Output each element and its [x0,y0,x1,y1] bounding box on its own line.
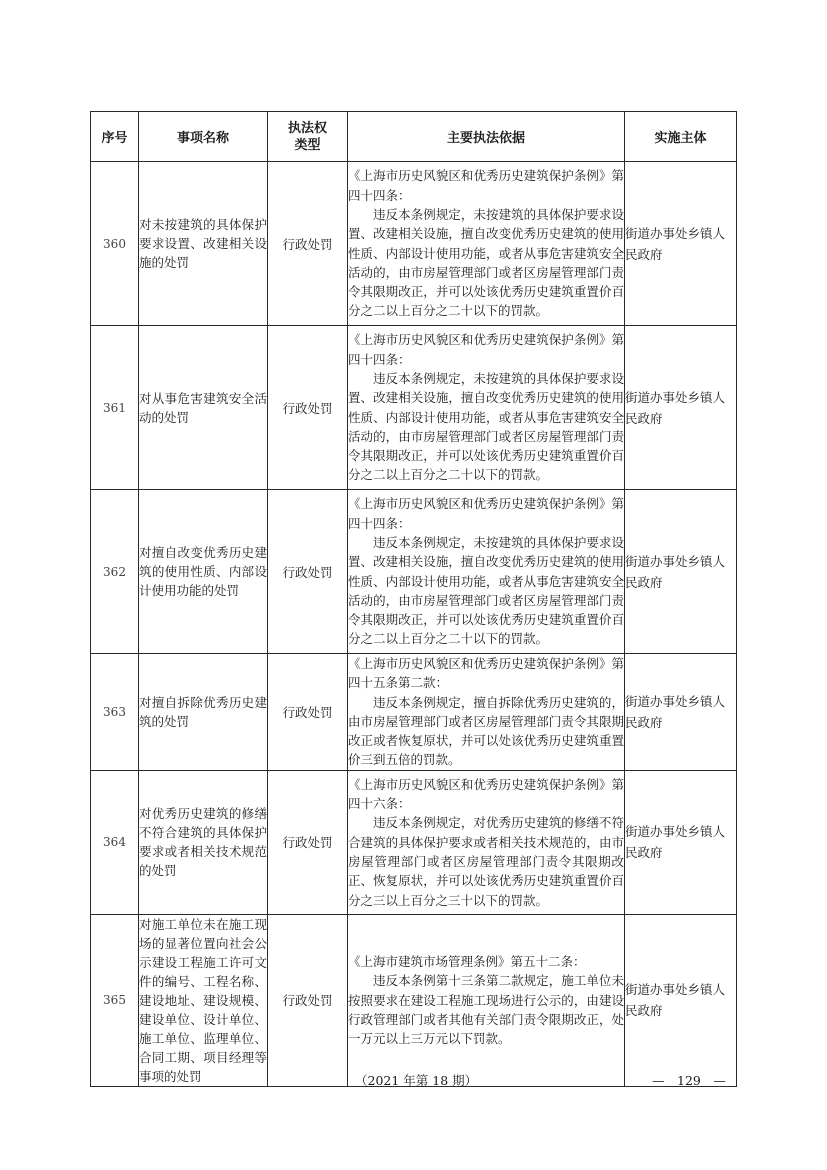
legal-basis-law: 《上海市历史风貌区和优秀历史建筑保护条例》第四十六条： [348,776,624,812]
implementing-body: 街道办事处乡镇人民政府 [625,654,737,771]
enforcement-type: 行政处罚 [268,490,348,654]
enforcement-type: 行政处罚 [268,326,348,490]
row-number: 360 [91,162,139,326]
legal-basis [348,654,625,771]
header-body: 实施主体 [625,112,737,162]
item-name: 对未按建筑的具体保护要求设置、改建相关设施的处罚 [139,162,268,326]
legal-basis-text: 违反本条例规定，未按建筑的具体保护要求设置、改建相关设施，擅自改变优秀历史建筑的使用性质、内部设计使用功能，或者从事危害建筑安全活动的，由市房屋管理部门或者区房屋管理部门责令其限期改正，并可以处该优秀历史建筑重置价百分之二以上百分之二十以下的罚款。 [348,370,624,483]
legal-basis [348,490,625,654]
legal-basis-text: 违反本条例规定，对优秀历史建筑的修缮不符合建筑的具体保护要求或者相关技术规范的，由市房屋管理部门或者区房屋管理部门责令其限期改正、恢复原状，并可以处该优秀历史建筑重置价百分之三以上百分之三十以下的罚款。 [348,815,624,908]
legal-basis-law: 《上海市历史风貌区和优秀历史建筑保护条例》第四十四条： [348,168,624,203]
legal-basis-text: 违反本条例规定，擅自拆除优秀历史建筑的，由市房屋管理部门或者区房屋管理部门责令其限期改正或者恢复原状，并可以处该优秀历史建筑重置价三到五倍的罚款。 [348,694,624,768]
legal-basis [348,914,625,1086]
enforcement-type: 行政处罚 [268,914,348,1086]
header-type-label: 执法权类型 [287,120,327,153]
table-header-row [91,112,737,162]
table-row [91,326,737,490]
implementing-body: 街道办事处乡镇人民政府 [625,490,737,654]
row-number: 364 [91,770,139,914]
item-name: 对施工单位未在施工现场的显著位置向社会公示建设工程施工许可文件的编号、工程名称、建设地址、建设规模、建设单位、设计单位、施工单位、监理单位、合同工期、项目经理等事项的处罚 [139,914,268,1086]
issue-number: （2021 年第 18 期） [355,1073,478,1088]
item-name: 对擅自改变优秀历史建筑的使用性质、内部设计使用功能的处罚 [139,490,268,654]
legal-basis [348,770,625,914]
page-number: — 129 — [652,1073,726,1088]
legal-basis [348,326,625,490]
table-row [91,770,737,914]
header-basis: 主要执法依据 [348,112,625,162]
legal-basis-law: 《上海市历史风貌区和优秀历史建筑保护条例》第四十五条第二款： [348,656,624,691]
table-row [91,162,737,326]
table-row [91,914,737,1086]
header-type [268,112,348,162]
legal-basis-text: 违反本条例规定，未按建筑的具体保护要求设置、改建相关设施，擅自改变优秀历史建筑的使用性质、内部设计使用功能，或者从事危害建筑安全活动的，由市房屋管理部门或者区房屋管理部门责令其限期改正，并可以处该优秀历史建筑重置价百分之二以上百分之二十以下的罚款。 [348,534,624,647]
enforcement-type: 行政处罚 [268,654,348,771]
row-number: 365 [91,914,139,1086]
header-name: 事项名称 [139,112,268,162]
implementing-body: 街道办事处乡镇人民政府 [625,162,737,326]
item-name: 对从事危害建筑安全活动的处罚 [139,326,268,490]
item-name: 对优秀历史建筑的修缮不符合建筑的具体保护要求或者相关技术规范的处罚 [139,770,268,914]
legal-basis [348,162,625,326]
legal-basis-law: 《上海市建筑市场管理条例》第五十二条： [348,954,586,970]
implementing-body: 街道办事处乡镇人民政府 [625,326,737,490]
implementing-body: 街道办事处乡镇人民政府 [625,770,737,914]
legal-basis-law: 《上海市历史风貌区和优秀历史建筑保护条例》第四十四条： [348,496,624,531]
item-name: 对擅自拆除优秀历史建筑的处罚 [139,654,268,771]
row-number: 361 [91,326,139,490]
legal-basis-text: 违反本条例规定，未按建筑的具体保护要求设置、改建相关设施，擅自改变优秀历史建筑的使用性质、内部设计使用功能，或者从事危害建筑安全活动的，由市房屋管理部门或者区房屋管理部门责令其限期改正，并可以处该优秀历史建筑重置价百分之二以上百分之二十以下的罚款。 [348,206,624,319]
enforcement-table [90,111,737,1087]
header-no: 序号 [91,112,139,162]
row-number: 362 [91,490,139,654]
table-row [91,654,737,771]
row-number: 363 [91,654,139,771]
legal-basis-text: 违反本条例第十三条第二款规定，施工单位未按照要求在建设工程施工现场进行公示的，由建设行政管理部门或者其他有关部门责令限期改正，处一万元以上三万元以下罚款。 [348,973,624,1047]
legal-basis-law: 《上海市历史风貌区和优秀历史建筑保护条例》第四十四条： [348,332,624,367]
table-row [91,490,737,654]
enforcement-type: 行政处罚 [268,162,348,326]
enforcement-type: 行政处罚 [268,770,348,914]
implementing-body: 街道办事处乡镇人民政府 [625,914,737,1086]
